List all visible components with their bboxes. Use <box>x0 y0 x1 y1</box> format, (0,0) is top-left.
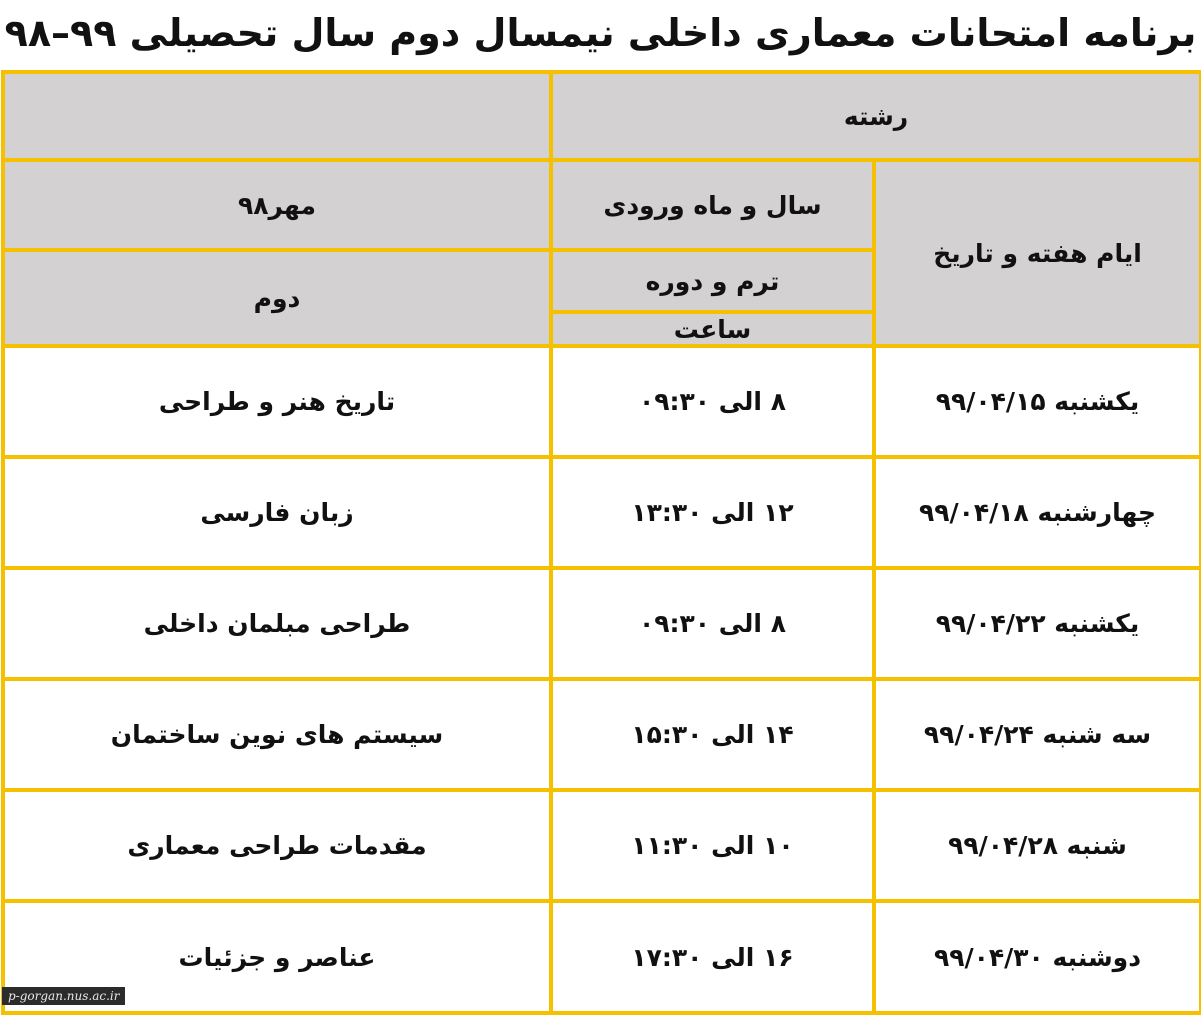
exam-date: چهارشنبه ۹۹/۰۴/۱۸ <box>874 457 1201 568</box>
exam-subject: مقدمات طراحی معماری <box>3 790 551 901</box>
exam-time: ۱۲ الی ۱۳:۳۰ <box>551 457 874 568</box>
entry-value: مهر۹۸ <box>3 160 551 250</box>
field-value <box>3 72 551 160</box>
exam-time: ۸ الی ۰۹:۳۰ <box>551 568 874 679</box>
term-label: ترم و دوره <box>551 250 874 312</box>
table-row <box>3 790 1201 901</box>
table-row <box>3 568 1201 679</box>
term-value: دوم <box>3 250 551 346</box>
exam-time: ۱۴ الی ۱۵:۳۰ <box>551 679 874 790</box>
table-row <box>3 457 1201 568</box>
site-watermark: p-gorgan.nus.ac.ir <box>2 987 125 1005</box>
exam-date: یکشنبه ۹۹/۰۴/۲۲ <box>874 568 1201 679</box>
hour-label: ساعت <box>551 312 874 346</box>
field-label: رشته <box>551 72 1201 160</box>
entry-label: سال و ماه ورودی <box>551 160 874 250</box>
exam-subject: تاریخ هنر و طراحی <box>3 346 551 457</box>
exam-subject: طراحی مبلمان داخلی <box>3 568 551 679</box>
exam-subject: عناصر و جزئیات <box>3 901 551 1013</box>
days-label: ایام هفته و تاریخ <box>874 160 1201 346</box>
exam-time: ۱۶ الی ۱۷:۳۰ <box>551 901 874 1013</box>
table-row <box>3 346 1201 457</box>
exam-date: شنبه ۹۹/۰۴/۲۸ <box>874 790 1201 901</box>
exam-schedule-table <box>1 70 1201 1015</box>
exam-subject: سیستم های نوین ساختمان <box>3 679 551 790</box>
header-row-entry <box>3 160 1201 250</box>
page-title: برنامه امتحانات معماری داخلی نیمسال دوم سال تحصیلی ۹۹–۹۸ <box>4 11 1197 55</box>
exam-time: ۸ الی ۰۹:۳۰ <box>551 346 874 457</box>
exam-subject: زبان فارسی <box>3 457 551 568</box>
exam-date: یکشنبه ۹۹/۰۴/۱۵ <box>874 346 1201 457</box>
exam-date: دوشنبه ۹۹/۰۴/۳۰ <box>874 901 1201 1013</box>
exam-time: ۱۰ الی ۱۱:۳۰ <box>551 790 874 901</box>
table-row <box>3 901 1201 1013</box>
header-row-field <box>3 72 1201 160</box>
exam-date: سه شنبه ۹۹/۰۴/۲۴ <box>874 679 1201 790</box>
table-row <box>3 679 1201 790</box>
